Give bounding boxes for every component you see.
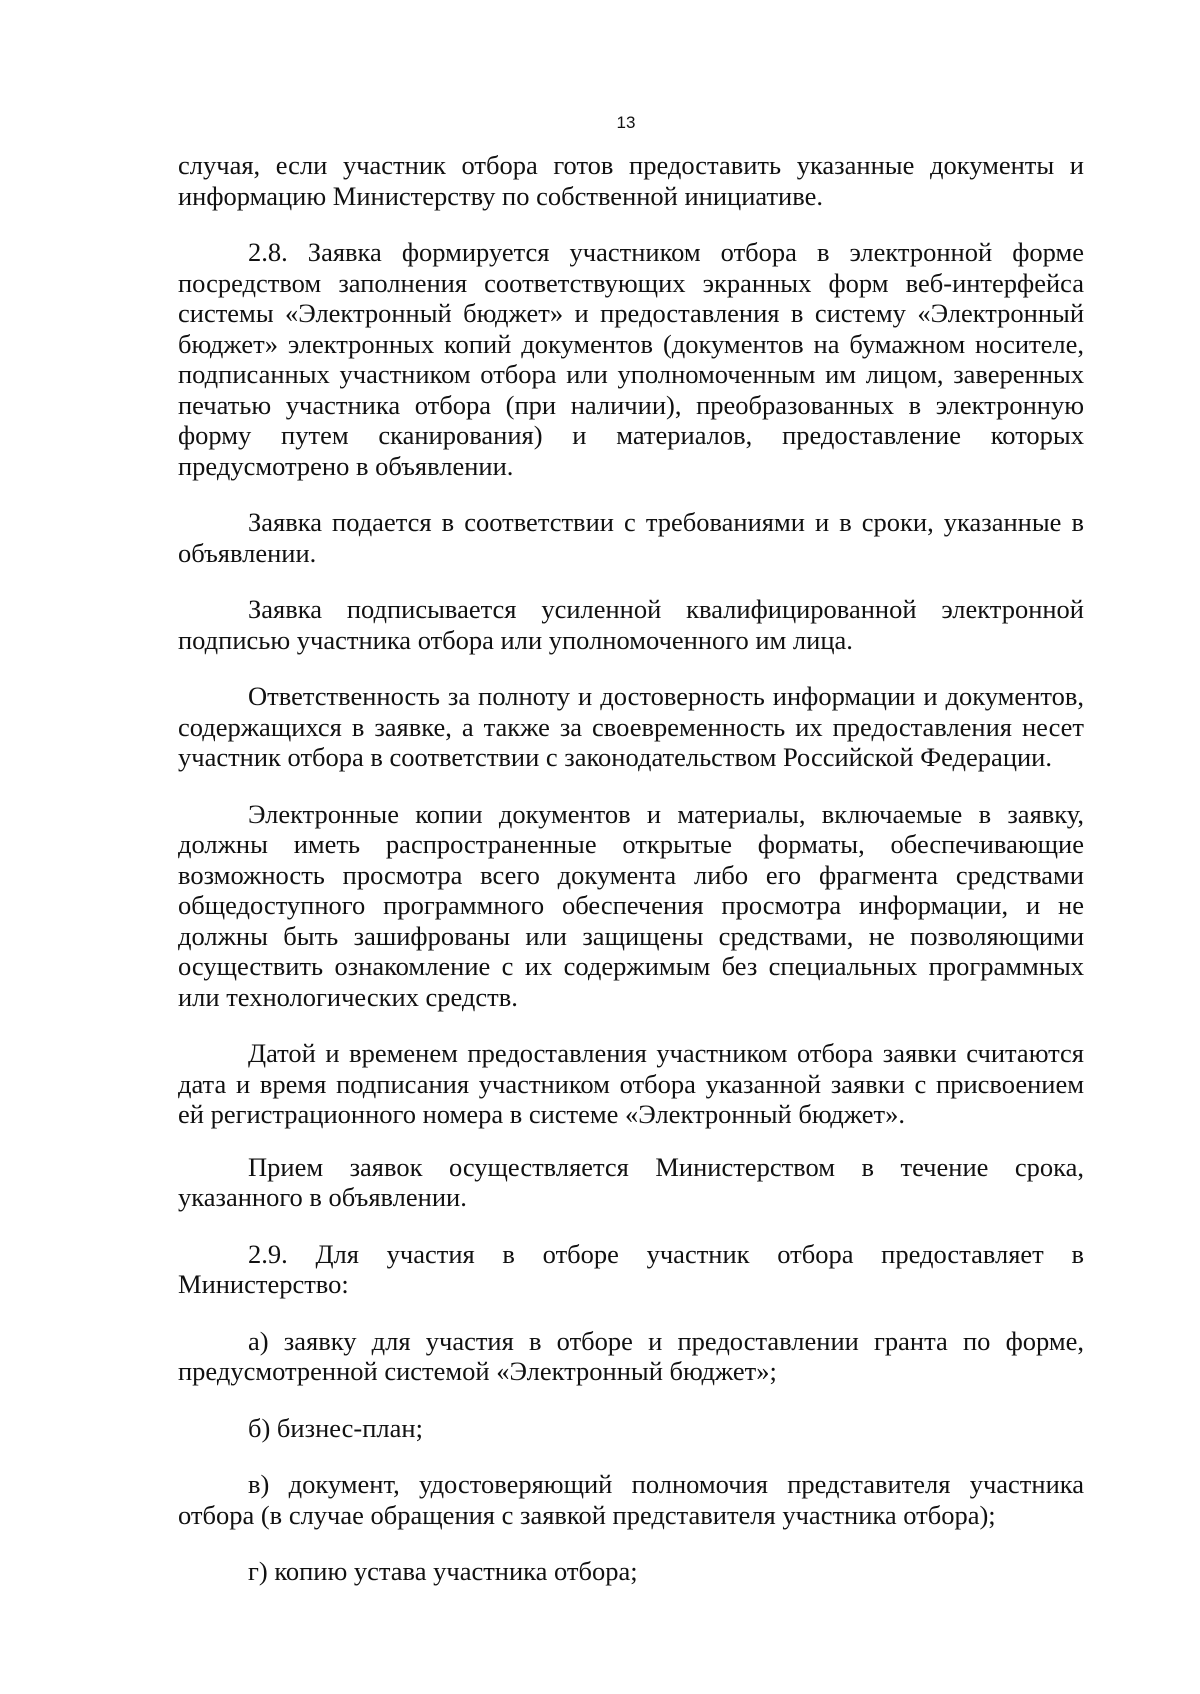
paragraph-date-time: Датой и временем предоставления участником отбора заявки считаются дата и время подписания участником отбора указанной заявки с присвоением ей регистрационного номера в системе «Электронный бюджет». <box>178 1038 1084 1129</box>
list-item-a: а) заявку для участия в отборе и предоставлении гранта по форме, предусмотренной системой «Электронный бюджет»; <box>178 1325 1084 1386</box>
paragraph-2-9: 2.9. Для участия в отборе участник отбора предоставляет в Министерство: <box>178 1238 1084 1299</box>
page-number: 13 <box>616 113 636 132</box>
paragraph-signature: Заявка подписывается усиленной квалифицированной электронной подписью участника отбора или уполномоченного им лица. <box>178 594 1084 655</box>
document-body <box>178 150 1084 1613</box>
paragraph-deadline: Заявка подается в соответствии с требованиями и в сроки, указанные в объявлении. <box>178 507 1084 568</box>
list-item-b: б) бизнес-план; <box>248 1412 423 1443</box>
list-item-v: в) документ, удостоверяющий полномочия представителя участника отбора (в случае обращения с заявкой представителя участника отбора); <box>178 1469 1084 1530</box>
paragraph-continuation: случая, если участник отбора готов предоставить указанные документы и информацию Министерству по собственной инициативе. <box>178 150 1084 211</box>
paragraph-acceptance: Прием заявок осуществляется Министерством в течение срока, указанного в объявлении. <box>178 1151 1084 1212</box>
paragraph-2-8: 2.8. Заявка формируется участником отбора в электронной форме посредством заполнения соответствующих экранных форм веб-интерфейса системы «Электронный бюджет» и предоставления в систему «Электронный бюджет» электронных копий документов (документов на бумажном носителе, подписанных участником отбора или уполномоченным им лицом, заверенных печатью участника отбора (при наличии), преобразованных в электронную форму путем сканирования) и материалов, предоставление которых предусмотрено в объявлении. <box>178 237 1084 481</box>
paragraph-responsibility: Ответственность за полноту и достоверность информации и документов, содержащихся в заявке, а также за своевременность их предоставления несет участник отбора в соответствии с законодательством Российской Федерации. <box>178 681 1084 772</box>
list-item-g: г) копию устава участника отбора; <box>248 1556 638 1586</box>
paragraph-formats: Электронные копии документов и материалы, включаемые в заявку, должны иметь распространенные открытые форматы, обеспечивающие возможность просмотра всего документа либо его фрагмента средствами общедоступного программного обеспечения просмотра информации, и не должны быть зашифрованы или защищены средствами, не позволяющими осуществить ознакомление с их содержимым без специальных программных или технологических средств. <box>178 798 1084 1012</box>
